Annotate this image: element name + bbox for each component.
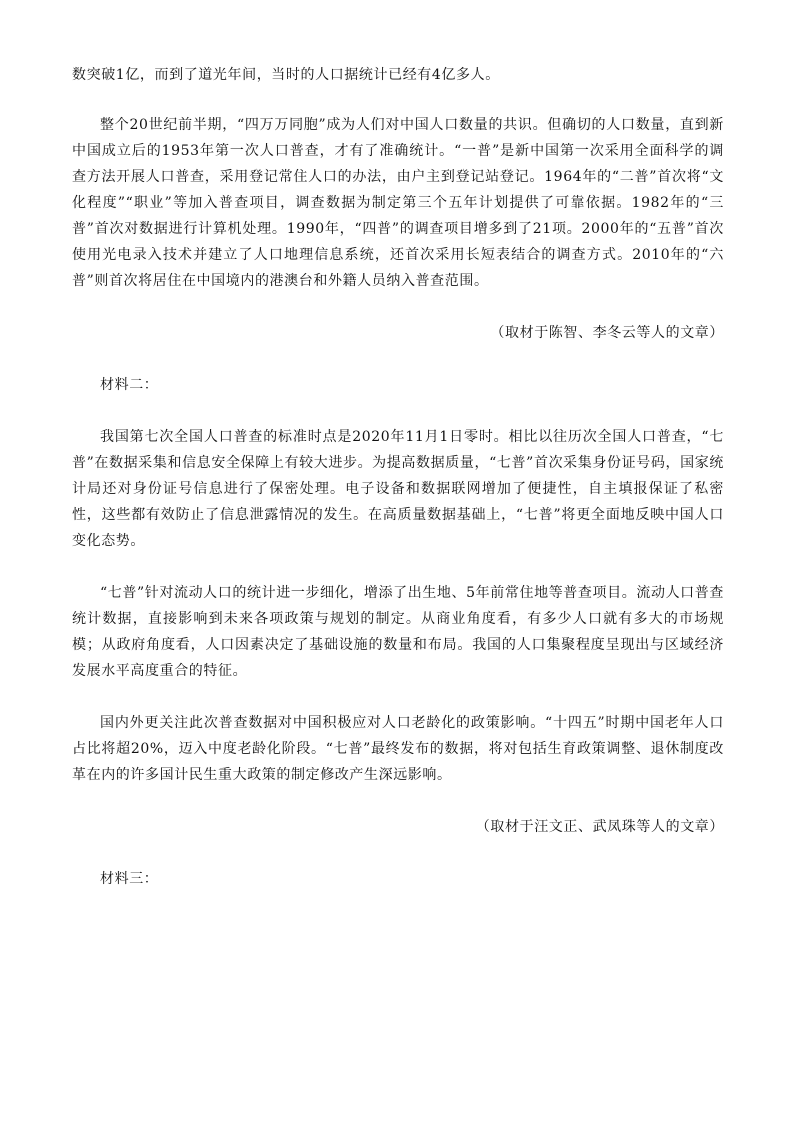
material-three-heading: 材料三： bbox=[100, 871, 159, 887]
source-citation-1: （取材于陈智、李冬云等人的文章） bbox=[490, 325, 724, 341]
paragraph-floating-population: “七普”针对流动人口的统计进一步细化，增添了出生地、5年前常住地等普查项目。流动人口普查统计数据，直接影响到未来各项政策与规划的制定。从商业角度看，有多少人口就有多大的市场规模；从政府角度看，人口因素决定了基础设施的数量和布局。我国的人口集聚程度呈现出与区域经济发展水平高度重合的特征。 bbox=[72, 585, 724, 679]
paragraph-aging-policy: 国内外更关注此次普查数据对中国积极应对人口老龄化的政策影响。“十四五”时期中国老年人口占比将超20%，迈入中度老龄化阶段。“七普”最终发布的数据，将对包括生育政策调整、退休制度改革在内的许多国计民生重大政策的制定修改产生深远影响。 bbox=[72, 715, 724, 783]
document-page bbox=[72, 62, 724, 918]
paragraph-continued: 数突破1亿，而到了道光年间，当时的人口据统计已经有4亿多人。 bbox=[72, 67, 500, 83]
paragraph-census-history: 整个20世纪前半期，“四万万同胞”成为人们对中国人口数量的共识。但确切的人口数量，直到新中国成立后的1953年第一次人口普查，才有了准确统计。“一普”是新中国第一次采用全面科学的调查方法开展人口普查，采用登记常住人口的办法，由户主到登记站登记。1964年的“二普”首次将“文化程度”“职业”等加入普查项目，调查数据为制定第三个五年计划提供了可靠依据。1982年的“三普”首次对数据进行计算机处理。1990年，“四普”的调查项目增多到了21项。2000年的“五普”首次使用光电录入技术并建立了人口地理信息系统，还首次采用长短表结合的调查方式。2010年的“六普”则首次将居住在中国境内的港澳台和外籍人员纳入普查范围。 bbox=[72, 117, 724, 289]
source-citation-2: （取材于汪文正、武凤珠等人的文章） bbox=[475, 819, 724, 835]
material-two-heading: 材料二： bbox=[100, 377, 159, 393]
paragraph-seventh-census: 我国第七次全国人口普查的标准时点是2020年11月1日零时。相比以往历次全国人口普查，“七普”在数据采集和信息安全保障上有较大进步。为提高数据质量，“七普”首次采集身份证号码，国家统计局还对身份证号信息进行了保密处理。电子设备和数据联网增加了便捷性，自主填报保证了私密性，这些都有效防止了信息泄露情况的发生。在高质量数据基础上，“七普”将更全面地反映中国人口变化态势。 bbox=[72, 429, 724, 549]
